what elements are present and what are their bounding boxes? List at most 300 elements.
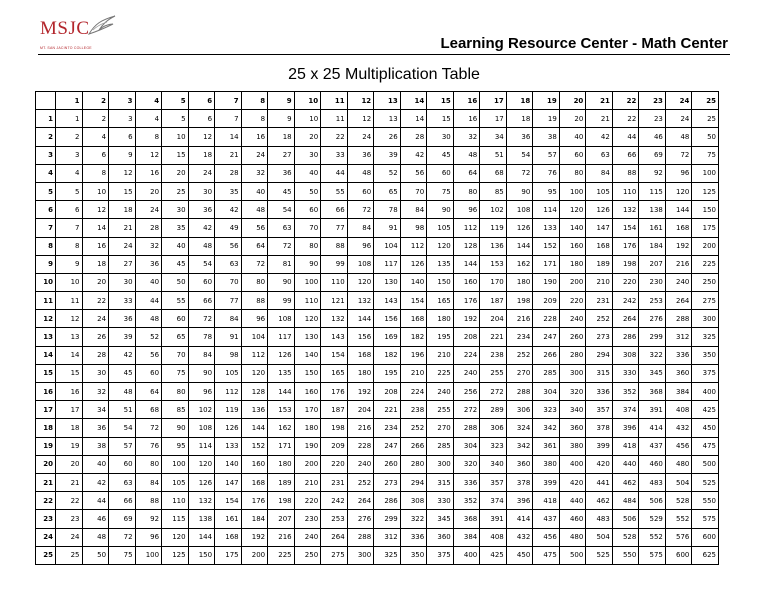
product-cell: 10 — [294, 110, 321, 128]
product-cell: 120 — [188, 455, 215, 473]
product-cell: 162 — [268, 419, 295, 437]
product-cell: 320 — [453, 455, 480, 473]
product-cell: 30 — [109, 273, 136, 291]
product-cell: 80 — [294, 237, 321, 255]
product-cell: 75 — [109, 546, 136, 564]
product-cell: 84 — [347, 219, 374, 237]
product-cell: 480 — [665, 455, 692, 473]
product-cell: 306 — [480, 419, 507, 437]
product-cell: 288 — [453, 419, 480, 437]
product-cell: 418 — [612, 437, 639, 455]
logo-subtext: MT. SAN JACINTO COLLEGE — [40, 46, 92, 50]
product-cell: 68 — [480, 164, 507, 182]
product-cell: 272 — [453, 401, 480, 419]
product-cell: 95 — [162, 437, 189, 455]
product-cell: 72 — [188, 310, 215, 328]
product-cell: 126 — [400, 255, 427, 273]
product-cell: 272 — [480, 383, 507, 401]
product-cell: 240 — [559, 310, 586, 328]
product-cell: 75 — [162, 364, 189, 382]
product-cell: 432 — [665, 419, 692, 437]
product-cell: 65 — [162, 328, 189, 346]
product-cell: 72 — [665, 146, 692, 164]
product-cell: 418 — [533, 492, 560, 510]
product-cell: 12 — [188, 128, 215, 146]
product-cell: 84 — [135, 473, 162, 491]
product-cell: 475 — [533, 546, 560, 564]
product-cell: 12 — [347, 110, 374, 128]
product-cell: 325 — [692, 328, 719, 346]
product-cell: 325 — [374, 546, 401, 564]
product-cell: 12 — [56, 310, 83, 328]
product-cell: 231 — [321, 473, 348, 491]
column-header: 10 — [294, 92, 321, 110]
column-header: 4 — [135, 92, 162, 110]
product-cell: 42 — [109, 346, 136, 364]
product-cell: 85 — [480, 182, 507, 200]
product-cell: 112 — [453, 219, 480, 237]
product-cell: 28 — [215, 164, 242, 182]
table-row — [36, 219, 719, 237]
product-cell: 225 — [268, 546, 295, 564]
product-cell: 8 — [135, 128, 162, 146]
product-cell: 391 — [639, 401, 666, 419]
product-cell: 84 — [400, 201, 427, 219]
product-cell: 69 — [639, 146, 666, 164]
product-cell: 192 — [665, 237, 692, 255]
product-cell: 132 — [321, 310, 348, 328]
product-cell: 147 — [215, 473, 242, 491]
product-cell: 437 — [639, 437, 666, 455]
product-cell: 276 — [639, 310, 666, 328]
product-cell: 30 — [162, 201, 189, 219]
product-cell: 96 — [241, 310, 268, 328]
product-cell: 360 — [559, 419, 586, 437]
product-cell: 480 — [559, 528, 586, 546]
product-cell: 275 — [321, 546, 348, 564]
product-cell: 23 — [56, 510, 83, 528]
product-cell: 136 — [241, 401, 268, 419]
product-cell: 100 — [559, 182, 586, 200]
product-cell: 46 — [639, 128, 666, 146]
table-row — [36, 328, 719, 346]
product-cell: 162 — [506, 255, 533, 273]
product-cell: 264 — [347, 492, 374, 510]
product-cell: 238 — [480, 346, 507, 364]
product-cell: 156 — [347, 328, 374, 346]
product-cell: 48 — [109, 383, 136, 401]
product-cell: 32 — [241, 164, 268, 182]
product-cell: 180 — [268, 455, 295, 473]
product-cell: 66 — [321, 201, 348, 219]
product-cell: 175 — [215, 546, 242, 564]
product-cell: 357 — [480, 473, 507, 491]
product-cell: 224 — [400, 383, 427, 401]
product-cell: 110 — [612, 182, 639, 200]
product-cell: 273 — [374, 473, 401, 491]
product-cell: 14 — [82, 219, 109, 237]
product-cell: 352 — [612, 383, 639, 401]
product-cell: 192 — [347, 383, 374, 401]
product-cell: 13 — [374, 110, 401, 128]
product-cell: 184 — [241, 510, 268, 528]
product-cell: 352 — [453, 492, 480, 510]
product-cell: 56 — [135, 346, 162, 364]
product-cell: 462 — [586, 492, 613, 510]
product-cell: 48 — [188, 237, 215, 255]
product-cell: 208 — [374, 383, 401, 401]
product-cell: 75 — [692, 146, 719, 164]
product-cell: 196 — [400, 346, 427, 364]
product-cell: 288 — [506, 383, 533, 401]
table-row — [36, 455, 719, 473]
product-cell: 133 — [533, 219, 560, 237]
product-cell: 414 — [639, 419, 666, 437]
product-cell: 350 — [692, 346, 719, 364]
product-cell: 92 — [135, 510, 162, 528]
product-cell: 264 — [665, 292, 692, 310]
product-cell: 210 — [294, 473, 321, 491]
product-cell: 504 — [586, 528, 613, 546]
product-cell: 198 — [321, 419, 348, 437]
product-cell: 221 — [374, 401, 401, 419]
product-cell: 50 — [162, 273, 189, 291]
product-cell: 209 — [533, 292, 560, 310]
column-header: 2 — [82, 92, 109, 110]
product-cell: 270 — [427, 419, 454, 437]
product-cell: 33 — [321, 146, 348, 164]
product-cell: 150 — [188, 546, 215, 564]
product-cell: 104 — [241, 328, 268, 346]
product-cell: 450 — [506, 546, 533, 564]
product-cell: 40 — [162, 237, 189, 255]
table-row — [36, 419, 719, 437]
column-header: 3 — [109, 92, 136, 110]
product-cell: 108 — [268, 310, 295, 328]
product-cell: 147 — [586, 219, 613, 237]
product-cell: 160 — [453, 273, 480, 291]
product-cell: 374 — [480, 492, 507, 510]
product-cell: 300 — [427, 455, 454, 473]
product-cell: 247 — [374, 437, 401, 455]
product-cell: 16 — [453, 110, 480, 128]
product-cell: 114 — [188, 437, 215, 455]
column-header: 24 — [665, 92, 692, 110]
product-cell: 231 — [586, 292, 613, 310]
product-cell: 247 — [533, 328, 560, 346]
product-cell: 525 — [586, 546, 613, 564]
product-cell: 276 — [347, 510, 374, 528]
row-header: 1 — [36, 110, 56, 128]
product-cell: 441 — [586, 473, 613, 491]
product-cell: 16 — [56, 383, 83, 401]
product-cell: 4 — [56, 164, 83, 182]
product-cell: 68 — [135, 401, 162, 419]
product-cell: 360 — [506, 455, 533, 473]
product-cell: 384 — [665, 383, 692, 401]
product-cell: 36 — [188, 201, 215, 219]
product-cell: 84 — [586, 164, 613, 182]
product-cell: 100 — [135, 546, 162, 564]
product-cell: 20 — [56, 455, 83, 473]
product-cell: 34 — [82, 401, 109, 419]
product-cell: 76 — [135, 437, 162, 455]
msjc-logo — [40, 14, 130, 50]
product-cell: 221 — [480, 328, 507, 346]
product-cell: 120 — [162, 528, 189, 546]
product-cell: 54 — [188, 255, 215, 273]
product-cell: 10 — [82, 182, 109, 200]
product-cell: 21 — [586, 110, 613, 128]
product-cell: 238 — [400, 401, 427, 419]
product-cell: 14 — [56, 346, 83, 364]
product-cell: 600 — [665, 546, 692, 564]
product-cell: 207 — [639, 255, 666, 273]
product-cell: 182 — [374, 346, 401, 364]
product-cell: 33 — [109, 292, 136, 310]
product-cell: 2 — [82, 110, 109, 128]
product-cell: 552 — [639, 528, 666, 546]
product-cell: 16 — [135, 164, 162, 182]
product-cell: 22 — [612, 110, 639, 128]
row-header: 6 — [36, 201, 56, 219]
product-cell: 126 — [188, 473, 215, 491]
product-cell: 17 — [480, 110, 507, 128]
row-header: 17 — [36, 401, 56, 419]
product-cell: 96 — [188, 383, 215, 401]
product-cell: 63 — [586, 146, 613, 164]
product-cell: 81 — [268, 255, 295, 273]
product-cell: 294 — [586, 346, 613, 364]
product-cell: 240 — [453, 364, 480, 382]
table-row — [36, 346, 719, 364]
product-cell: 21 — [215, 146, 242, 164]
product-cell: 200 — [241, 546, 268, 564]
product-cell: 399 — [533, 473, 560, 491]
product-cell: 96 — [347, 237, 374, 255]
product-cell: 22 — [321, 128, 348, 146]
product-cell: 323 — [480, 437, 507, 455]
product-cell: 168 — [665, 219, 692, 237]
product-cell: 264 — [321, 528, 348, 546]
product-cell: 7 — [215, 110, 242, 128]
product-cell: 187 — [480, 292, 507, 310]
product-cell: 104 — [374, 237, 401, 255]
product-cell: 285 — [427, 437, 454, 455]
row-header: 2 — [36, 128, 56, 146]
product-cell: 360 — [427, 528, 454, 546]
table-row — [36, 182, 719, 200]
product-cell: 70 — [400, 182, 427, 200]
product-cell: 95 — [533, 182, 560, 200]
column-header: 8 — [241, 92, 268, 110]
product-cell: 35 — [215, 182, 242, 200]
product-cell: 125 — [692, 182, 719, 200]
product-cell: 50 — [294, 182, 321, 200]
product-cell: 144 — [506, 237, 533, 255]
product-cell: 84 — [215, 310, 242, 328]
product-cell: 252 — [347, 473, 374, 491]
product-cell: 90 — [427, 201, 454, 219]
product-cell: 345 — [639, 364, 666, 382]
product-cell: 132 — [188, 492, 215, 510]
product-cell: 135 — [268, 364, 295, 382]
table-row — [36, 473, 719, 491]
product-cell: 25 — [162, 182, 189, 200]
product-cell: 66 — [612, 146, 639, 164]
product-cell: 256 — [453, 383, 480, 401]
product-cell: 165 — [321, 364, 348, 382]
product-cell: 85 — [162, 401, 189, 419]
product-cell: 88 — [241, 292, 268, 310]
product-cell: 117 — [268, 328, 295, 346]
product-cell: 171 — [533, 255, 560, 273]
product-cell: 368 — [453, 510, 480, 528]
product-cell: 132 — [612, 201, 639, 219]
product-cell: 24 — [56, 528, 83, 546]
product-cell: 35 — [162, 219, 189, 237]
row-header: 8 — [36, 237, 56, 255]
product-cell: 198 — [268, 492, 295, 510]
product-cell: 50 — [82, 546, 109, 564]
product-cell: 36 — [268, 164, 295, 182]
product-cell: 77 — [321, 219, 348, 237]
product-cell: 152 — [241, 437, 268, 455]
product-cell: 56 — [400, 164, 427, 182]
product-cell: 45 — [109, 364, 136, 382]
product-cell: 361 — [533, 437, 560, 455]
product-cell: 160 — [559, 237, 586, 255]
product-cell: 368 — [639, 383, 666, 401]
product-cell: 144 — [453, 255, 480, 273]
product-cell: 225 — [427, 364, 454, 382]
product-cell: 49 — [215, 219, 242, 237]
product-cell: 140 — [294, 346, 321, 364]
product-cell: 110 — [321, 273, 348, 291]
table-row — [36, 292, 719, 310]
product-cell: 357 — [586, 401, 613, 419]
product-cell: 66 — [188, 292, 215, 310]
product-cell: 168 — [241, 473, 268, 491]
product-cell: 32 — [82, 383, 109, 401]
product-cell: 234 — [506, 328, 533, 346]
product-cell: 600 — [692, 528, 719, 546]
product-cell: 483 — [586, 510, 613, 528]
product-cell: 220 — [294, 492, 321, 510]
product-cell: 125 — [162, 546, 189, 564]
product-cell: 414 — [506, 510, 533, 528]
product-cell: 500 — [559, 546, 586, 564]
product-cell: 300 — [347, 546, 374, 564]
product-cell: 180 — [506, 273, 533, 291]
product-cell: 19 — [533, 110, 560, 128]
product-cell: 529 — [639, 510, 666, 528]
product-cell: 225 — [692, 255, 719, 273]
product-cell: 120 — [294, 310, 321, 328]
row-header: 14 — [36, 346, 56, 364]
product-cell: 40 — [135, 273, 162, 291]
product-cell: 63 — [268, 219, 295, 237]
product-cell: 250 — [692, 273, 719, 291]
product-cell: 154 — [612, 219, 639, 237]
table-row — [36, 110, 719, 128]
product-cell: 161 — [215, 510, 242, 528]
product-cell: 45 — [268, 182, 295, 200]
column-header: 19 — [533, 92, 560, 110]
product-cell: 121 — [321, 292, 348, 310]
product-cell: 396 — [506, 492, 533, 510]
product-cell: 273 — [586, 328, 613, 346]
product-cell: 92 — [639, 164, 666, 182]
product-cell: 112 — [241, 346, 268, 364]
row-header: 20 — [36, 455, 56, 473]
product-cell: 13 — [56, 328, 83, 346]
product-cell: 345 — [427, 510, 454, 528]
product-cell: 12 — [135, 146, 162, 164]
product-cell: 330 — [612, 364, 639, 382]
product-cell: 63 — [109, 473, 136, 491]
product-cell: 161 — [639, 219, 666, 237]
product-cell: 336 — [453, 473, 480, 491]
product-cell: 192 — [241, 528, 268, 546]
product-cell: 18 — [268, 128, 295, 146]
product-cell: 136 — [480, 237, 507, 255]
product-cell: 230 — [294, 510, 321, 528]
product-cell: 275 — [692, 292, 719, 310]
table-row — [36, 437, 719, 455]
product-cell: 176 — [321, 383, 348, 401]
product-cell: 528 — [612, 528, 639, 546]
product-cell: 19 — [56, 437, 83, 455]
product-cell: 336 — [586, 383, 613, 401]
product-cell: 437 — [533, 510, 560, 528]
product-cell: 255 — [427, 401, 454, 419]
product-cell: 60 — [294, 201, 321, 219]
product-cell: 330 — [427, 492, 454, 510]
header-title: Learning Resource Center - Math Center — [440, 35, 728, 52]
table-row — [36, 237, 719, 255]
product-cell: 176 — [612, 237, 639, 255]
product-cell: 1 — [56, 110, 83, 128]
product-cell: 72 — [135, 419, 162, 437]
row-header: 10 — [36, 273, 56, 291]
product-cell: 200 — [294, 455, 321, 473]
product-cell: 200 — [692, 237, 719, 255]
product-cell: 119 — [215, 401, 242, 419]
product-cell: 42 — [215, 201, 242, 219]
product-cell: 228 — [347, 437, 374, 455]
row-header: 3 — [36, 146, 56, 164]
row-header: 19 — [36, 437, 56, 455]
product-cell: 112 — [400, 237, 427, 255]
product-cell: 440 — [612, 455, 639, 473]
product-cell: 8 — [82, 164, 109, 182]
product-cell: 342 — [533, 419, 560, 437]
product-cell: 60 — [135, 364, 162, 382]
product-cell: 525 — [692, 473, 719, 491]
product-cell: 500 — [692, 455, 719, 473]
product-cell: 54 — [109, 419, 136, 437]
column-header: 15 — [427, 92, 454, 110]
product-cell: 60 — [427, 164, 454, 182]
product-cell: 200 — [559, 273, 586, 291]
product-cell: 289 — [480, 401, 507, 419]
table-header-row — [36, 92, 719, 110]
product-cell: 315 — [427, 473, 454, 491]
row-header: 23 — [36, 510, 56, 528]
product-cell: 440 — [559, 492, 586, 510]
product-cell: 420 — [586, 455, 613, 473]
